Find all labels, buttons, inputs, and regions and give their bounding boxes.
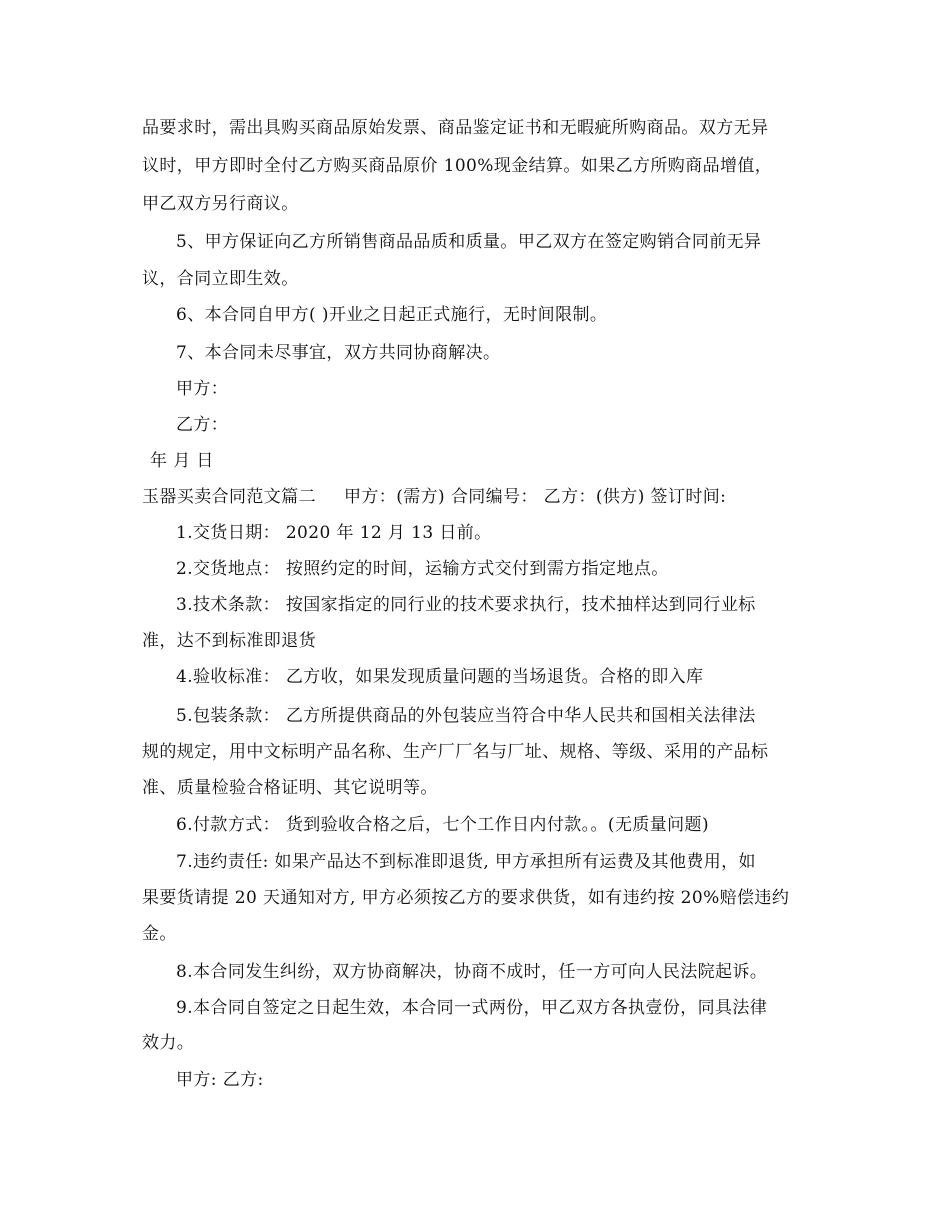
- item-technical-terms: 3.技术条款： 按国家指定的同行业的技术要求执行，技术抽样达到同行业标: [176, 595, 756, 615]
- clause-6: 6、本合同自甲方( )开业之日起正式施行，无时间限制。: [176, 305, 608, 325]
- paragraph-line: 果要货请提 20 天通知对方, 甲方必须按乙方的要求供货，如有违约按 20%赔偿违约: [142, 888, 790, 908]
- item-delivery-date: 1.交货日期： 2020 年 12 月 13 日前。: [176, 523, 492, 543]
- party-b-label: 乙方：: [176, 415, 229, 435]
- section-title: 玉器买卖合同范文篇二: [142, 487, 316, 507]
- item-delivery-place: 2.交货地点： 按照约定的时间，运输方式交付到需方指定地点。: [176, 559, 669, 579]
- paragraph-line: 品要求时，需出具购买商品原始发票、商品鉴定证书和无暇疵所购商品。双方无异: [142, 118, 769, 138]
- paragraph-line: 议时，甲方即时全付乙方购买商品原价 100%现金结算。如果乙方所购商品增值，: [142, 156, 773, 176]
- contract-header-fields: 甲方：(需方) 合同编号： 乙方：(供方) 签订时间:: [344, 487, 727, 507]
- date-line: 年 月 日: [150, 451, 214, 471]
- item-effect: 9.本合同自签定之日起生效，本合同一式两份，甲乙双方各执壹份，同具法律: [176, 998, 768, 1018]
- item-payment: 6.付款方式： 货到验收合格之后，七个工作日内付款。。(无质量问题): [176, 815, 709, 835]
- clause-7: 7、本合同未尽事宜，双方共同协商解决。: [176, 343, 501, 363]
- paragraph-line: 议，合同立即生效。: [142, 269, 299, 289]
- paragraph-line: 甲乙双方另行商议。: [142, 194, 299, 214]
- paragraph-line: 规的规定，用中文标明产品名称、生产厂厂名与厂址、规格、等级、采用的产品标: [142, 742, 769, 762]
- paragraph-line: 金。: [142, 924, 177, 944]
- paragraph-line: 准，达不到标准即退货: [142, 631, 316, 651]
- item-acceptance: 4.验收标准： 乙方收，如果发现质量问题的当场退货。合格的即入库: [176, 667, 704, 687]
- paragraph-line: 准、质量检验合格证明、其它说明等。: [142, 778, 438, 798]
- section-heading: [142, 487, 726, 507]
- item-packaging: 5.包装条款： 乙方所提供商品的外包装应当符合中华人民共和国相关法律法: [176, 706, 756, 726]
- party-a-label: 甲方：: [176, 379, 229, 399]
- clause-5: 5、甲方保证向乙方所销售商品品质和质量。甲乙双方在签定购销合同前无异: [176, 232, 762, 252]
- signature-line: 甲方: 乙方:: [176, 1070, 264, 1090]
- paragraph-line: 效力。: [142, 1033, 195, 1053]
- item-liability: 7.违约责任: 如果产品达不到标准即退货, 甲方承担所有运费及其他费用，如: [176, 852, 756, 872]
- item-dispute: 8.本合同发生纠纷，双方协商解决，协商不成时，任一方可向人民法院起诉。: [176, 962, 768, 982]
